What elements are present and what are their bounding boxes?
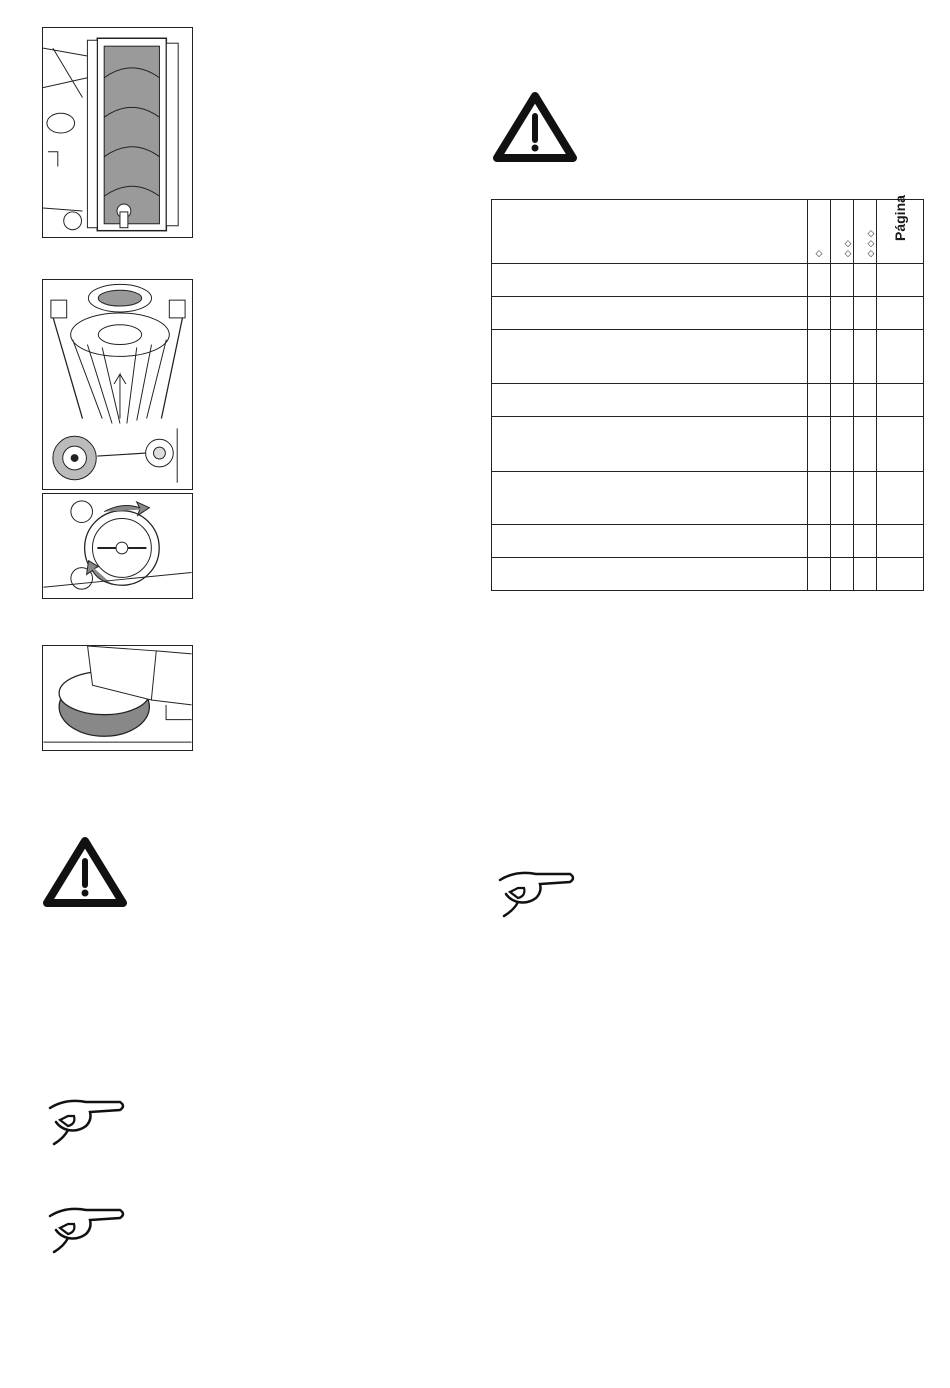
table-row — [492, 330, 924, 384]
header-level-1: ◇ — [808, 200, 831, 264]
brush-housing-illustration — [43, 28, 192, 237]
brush-rotation-illustration — [43, 494, 192, 598]
header-level-3: ◇◇◇ — [854, 200, 877, 264]
header-page: Página — [877, 200, 924, 264]
header-task — [492, 200, 808, 264]
table-row — [492, 264, 924, 297]
figure-wheel — [42, 645, 193, 751]
figure-brush-compartment — [42, 27, 193, 238]
table-row — [492, 417, 924, 471]
pointing-hand-icon — [46, 1094, 128, 1150]
maintenance-table — [491, 195, 924, 591]
table-row — [492, 471, 924, 524]
figure-brush-removal — [42, 279, 193, 490]
header-level-2: ◇◇ — [831, 200, 854, 264]
table-row — [492, 297, 924, 330]
wheel-illustration — [43, 646, 192, 750]
warning-triangle-icon — [42, 835, 128, 907]
table-row — [492, 557, 924, 590]
pointing-hand-icon — [496, 866, 578, 922]
figure-brush-rotation — [42, 493, 193, 599]
pointing-hand-icon — [46, 1202, 128, 1258]
table-row — [492, 384, 924, 417]
brush-removal-illustration — [43, 280, 192, 489]
warning-triangle-icon — [493, 90, 577, 162]
table-row — [492, 524, 924, 557]
